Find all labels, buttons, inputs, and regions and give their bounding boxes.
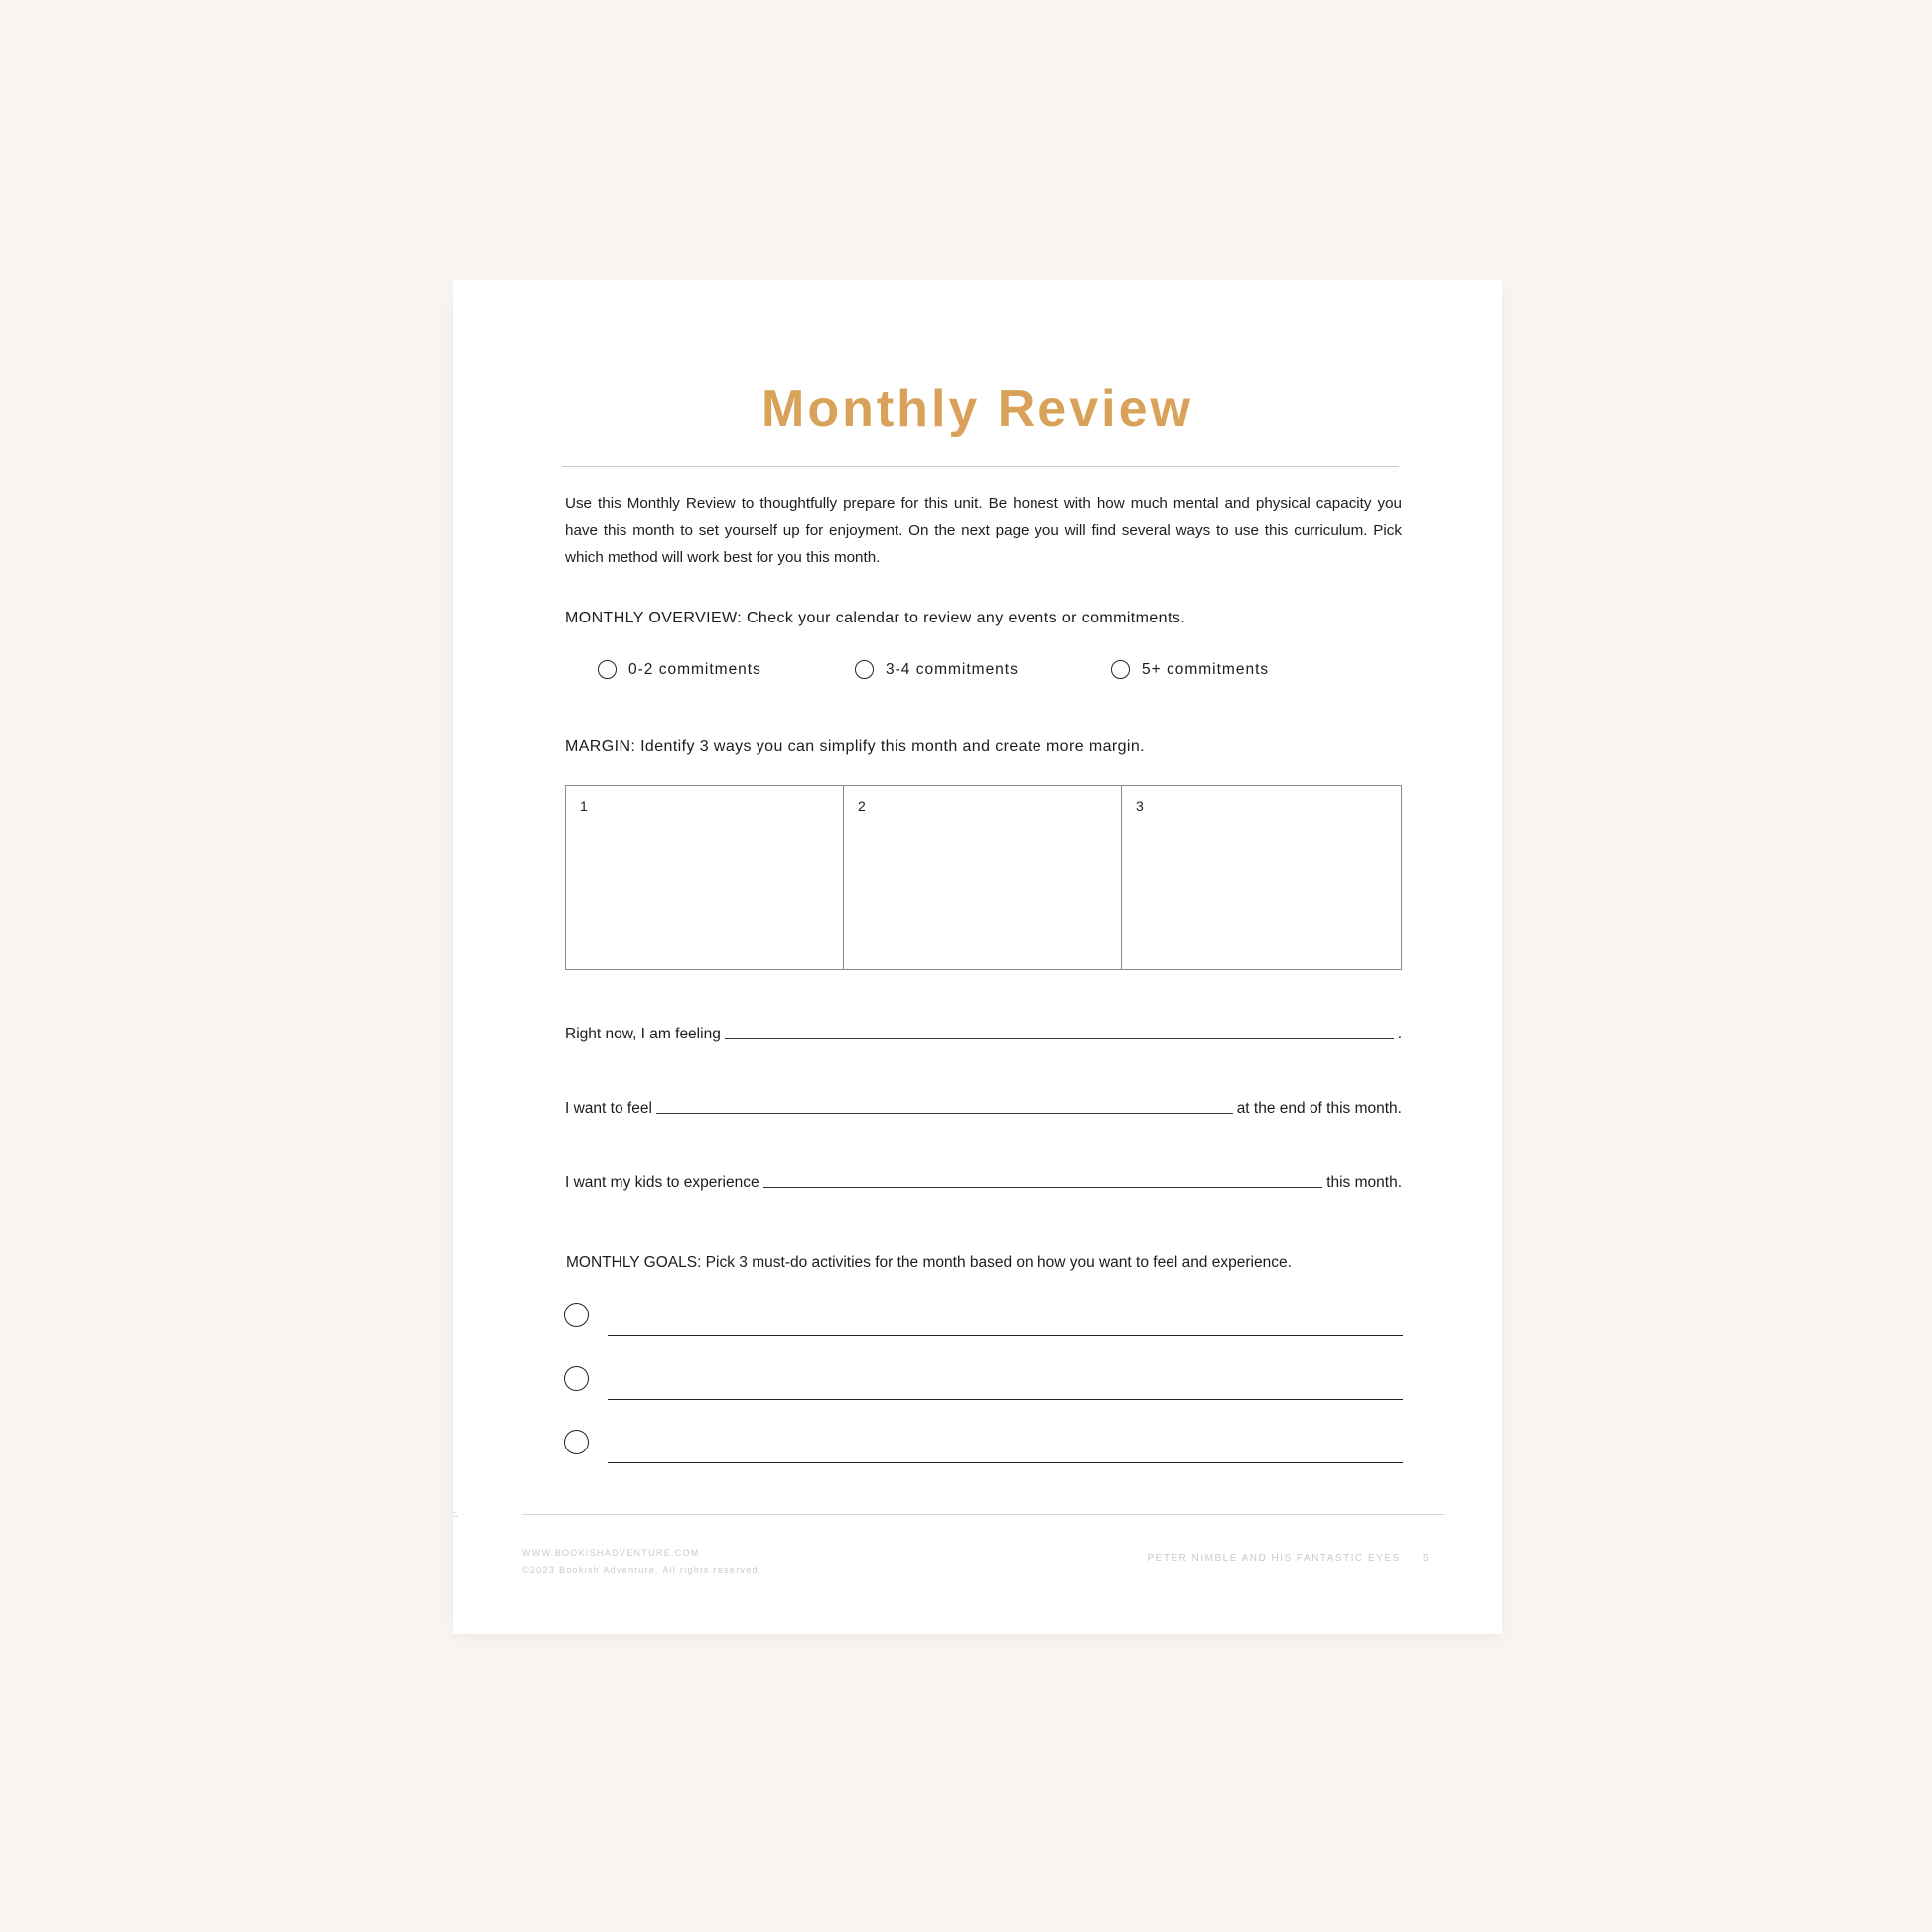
margin-cell-2[interactable] (843, 786, 1121, 969)
footer-website: WWW.BOOKISHADVENTURE.COM (522, 1548, 700, 1558)
goal-write-line[interactable] (608, 1399, 1403, 1400)
goal-checkbox-circle-icon[interactable] (564, 1366, 589, 1391)
feeling-now-suffix: . (1397, 1026, 1402, 1042)
margin-cell-number: 3 (1136, 798, 1144, 814)
goal-write-line[interactable] (608, 1335, 1403, 1336)
commitment-option-label: 0-2 commitments (628, 660, 761, 678)
feeling-now-blank[interactable] (725, 1037, 1394, 1039)
monthly-goals-label: MONTHLY GOALS: Pick 3 must-do activities for the month based on how you want to feel and experience. (566, 1254, 1292, 1271)
commitment-option-label: 3-4 commitments (886, 660, 1019, 678)
margin-label: MARGIN: Identify 3 ways you can simplify this month and create more margin. (565, 738, 1145, 755)
goal-checkbox-circle-icon[interactable] (564, 1430, 589, 1454)
worksheet-page (453, 280, 1502, 1634)
want-to-feel-line (565, 1094, 1402, 1118)
commitment-options (598, 660, 1352, 690)
goal-write-line[interactable] (608, 1462, 1403, 1463)
kids-experience-line (565, 1169, 1402, 1192)
margin-cell-1[interactable] (566, 786, 843, 969)
footer-book-title: PETER NIMBLE AND HIS FANTASTIC EYES (1147, 1553, 1401, 1564)
goal-item (564, 1303, 1403, 1338)
commitment-option-5-plus[interactable] (1111, 660, 1269, 679)
margin-cell-number: 1 (580, 798, 588, 814)
monthly-overview-label: MONTHLY OVERVIEW: Check your calendar to review any events or commitments. (565, 610, 1186, 626)
margin-table (565, 785, 1402, 970)
goal-checkbox-circle-icon[interactable] (564, 1303, 589, 1327)
feeling-now-prompt: Right now, I am feeling (565, 1026, 721, 1042)
feeling-now-line (565, 1020, 1402, 1043)
edge-mark: :. (453, 1509, 459, 1519)
footer-copyright: ©2023 Bookish Adventure. All rights reserved. (522, 1565, 762, 1575)
page-title: Monthly Review (761, 380, 1193, 438)
margin-cell-3[interactable] (1121, 786, 1401, 969)
commitment-option-3-4[interactable] (855, 660, 1019, 679)
footer-page-number: 5 (1422, 1553, 1430, 1564)
radio-circle-icon[interactable] (855, 660, 874, 679)
want-to-feel-prompt: I want to feel (565, 1100, 652, 1117)
kids-experience-blank[interactable] (763, 1186, 1323, 1188)
commitment-option-label: 5+ commitments (1142, 660, 1270, 678)
footer-divider (522, 1514, 1445, 1515)
intro-paragraph: Use this Monthly Review to thoughtfully prepare for this unit. Be honest with how much mental and physical capacity you have this month to set yourself up for enjoyment. On the next page you will find several ways to use this curriculum. Pick which method will work best for you this month. (565, 495, 1402, 566)
want-to-feel-blank[interactable] (656, 1112, 1233, 1114)
radio-circle-icon[interactable] (598, 660, 617, 679)
margin-cell-number: 2 (858, 798, 866, 814)
goal-item (564, 1366, 1403, 1402)
commitment-option-0-2[interactable] (598, 660, 761, 679)
title-divider (562, 466, 1399, 467)
footer-book-info (1148, 1553, 1430, 1564)
footer-credits (522, 1545, 762, 1579)
kids-experience-suffix: this month. (1326, 1174, 1402, 1191)
want-to-feel-suffix: at the end of this month. (1236, 1100, 1402, 1117)
kids-experience-prompt: I want my kids to experience (565, 1174, 759, 1191)
goal-item (564, 1430, 1403, 1465)
radio-circle-icon[interactable] (1111, 660, 1130, 679)
